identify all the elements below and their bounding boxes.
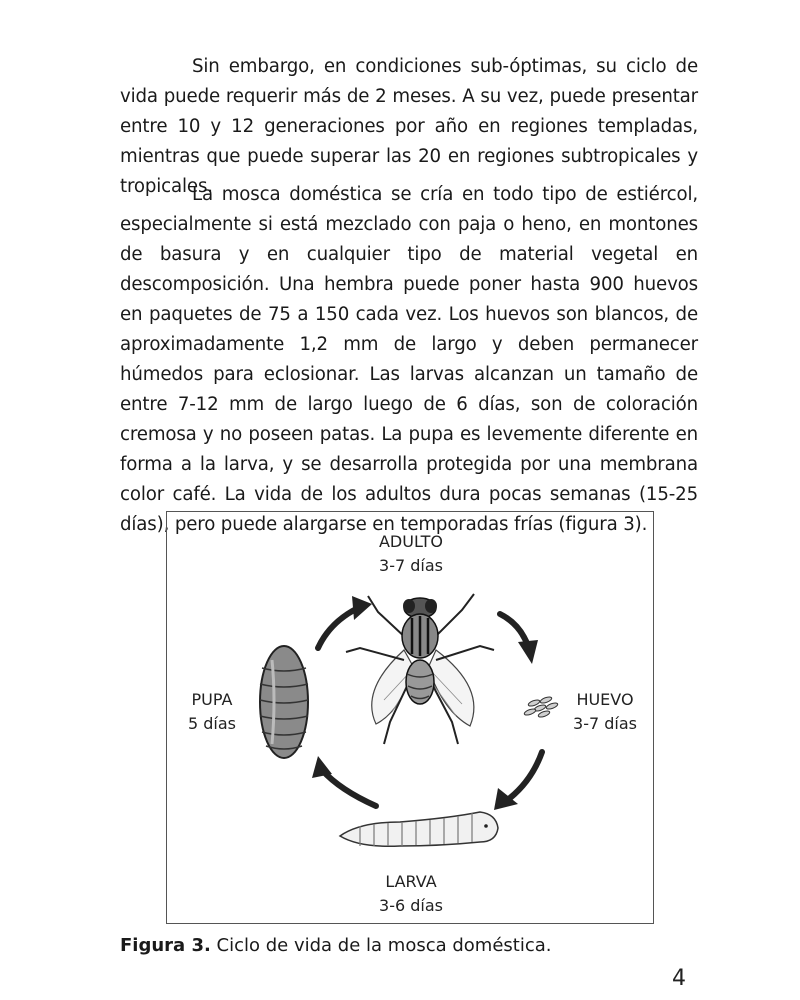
pupa-illustration (260, 646, 308, 758)
arrowhead-adulto-to-huevo (518, 640, 538, 664)
arrowhead-pupa-to-adulto (352, 596, 372, 620)
paragraph-2-text: La mosca doméstica se cría en todo tipo de estiércol, especialmente si está mezclado con paja o heno, en montones de basura y en cualquier tipo de material vegetal en descomposición. Una hembra puede poner hasta 900 huevos en paquetes de 75 a 150 cada vez. Los huevos son blancos, de aproximadamente 1,2 mm de largo y deben permanecer húmedos para eclosionar. Las larvas alcanzan un tamaño de entre 7-12 mm de largo luego de 6 días, son de coloración cremosa y no poseen patas. La pupa es levemente diferente en forma a la larva, y se desarrolla protegida por una membrana color café. La vida de los adultos dura pocas semanas (15-25 días), pero puede alargarse en temporadas frías (figura 3). (120, 184, 698, 535)
stage-label-adulto (346, 530, 476, 578)
stage-name-pupa: PUPA (191, 690, 233, 709)
stage-label-larva (346, 870, 476, 918)
caption-text: Ciclo de vida de la mosca doméstica. (210, 935, 552, 956)
arrow-huevo-to-larva (510, 752, 542, 798)
page-number: 4 (672, 966, 686, 991)
stage-duration-pupa: 5 días (187, 714, 236, 733)
arrow-pupa-to-adulto (318, 608, 358, 648)
stage-duration-adulto: 3-7 días (379, 556, 443, 575)
stage-label-pupa (160, 688, 264, 736)
caption-prefix: Figura 3. (120, 935, 211, 956)
arrow-adulto-to-huevo (500, 614, 528, 646)
eggs-illustration (524, 696, 559, 719)
stage-name-larva: LARVA (385, 872, 437, 891)
arrow-larva-to-pupa (322, 770, 376, 806)
stage-duration-huevo: 3-7 días (573, 714, 637, 733)
larva-illustration (340, 812, 498, 846)
figure-caption (120, 934, 551, 958)
stage-name-adulto: ADULTO (378, 532, 444, 551)
paragraph-1-text: Sin embargo, en condiciones sub-óptimas, su ciclo de vida puede requerir más de 2 meses. A su vez, puede presentar entre 10 y 12 generaciones por año en regiones templadas, mientras que puede superar las 20 en regiones subtropicales y tropicales. (120, 56, 698, 197)
stage-name-huevo: HUEVO (576, 690, 634, 709)
stage-duration-larva: 3-6 días (379, 896, 443, 915)
stage-label-huevo (556, 688, 654, 736)
adult-fly-illustration (346, 594, 494, 744)
